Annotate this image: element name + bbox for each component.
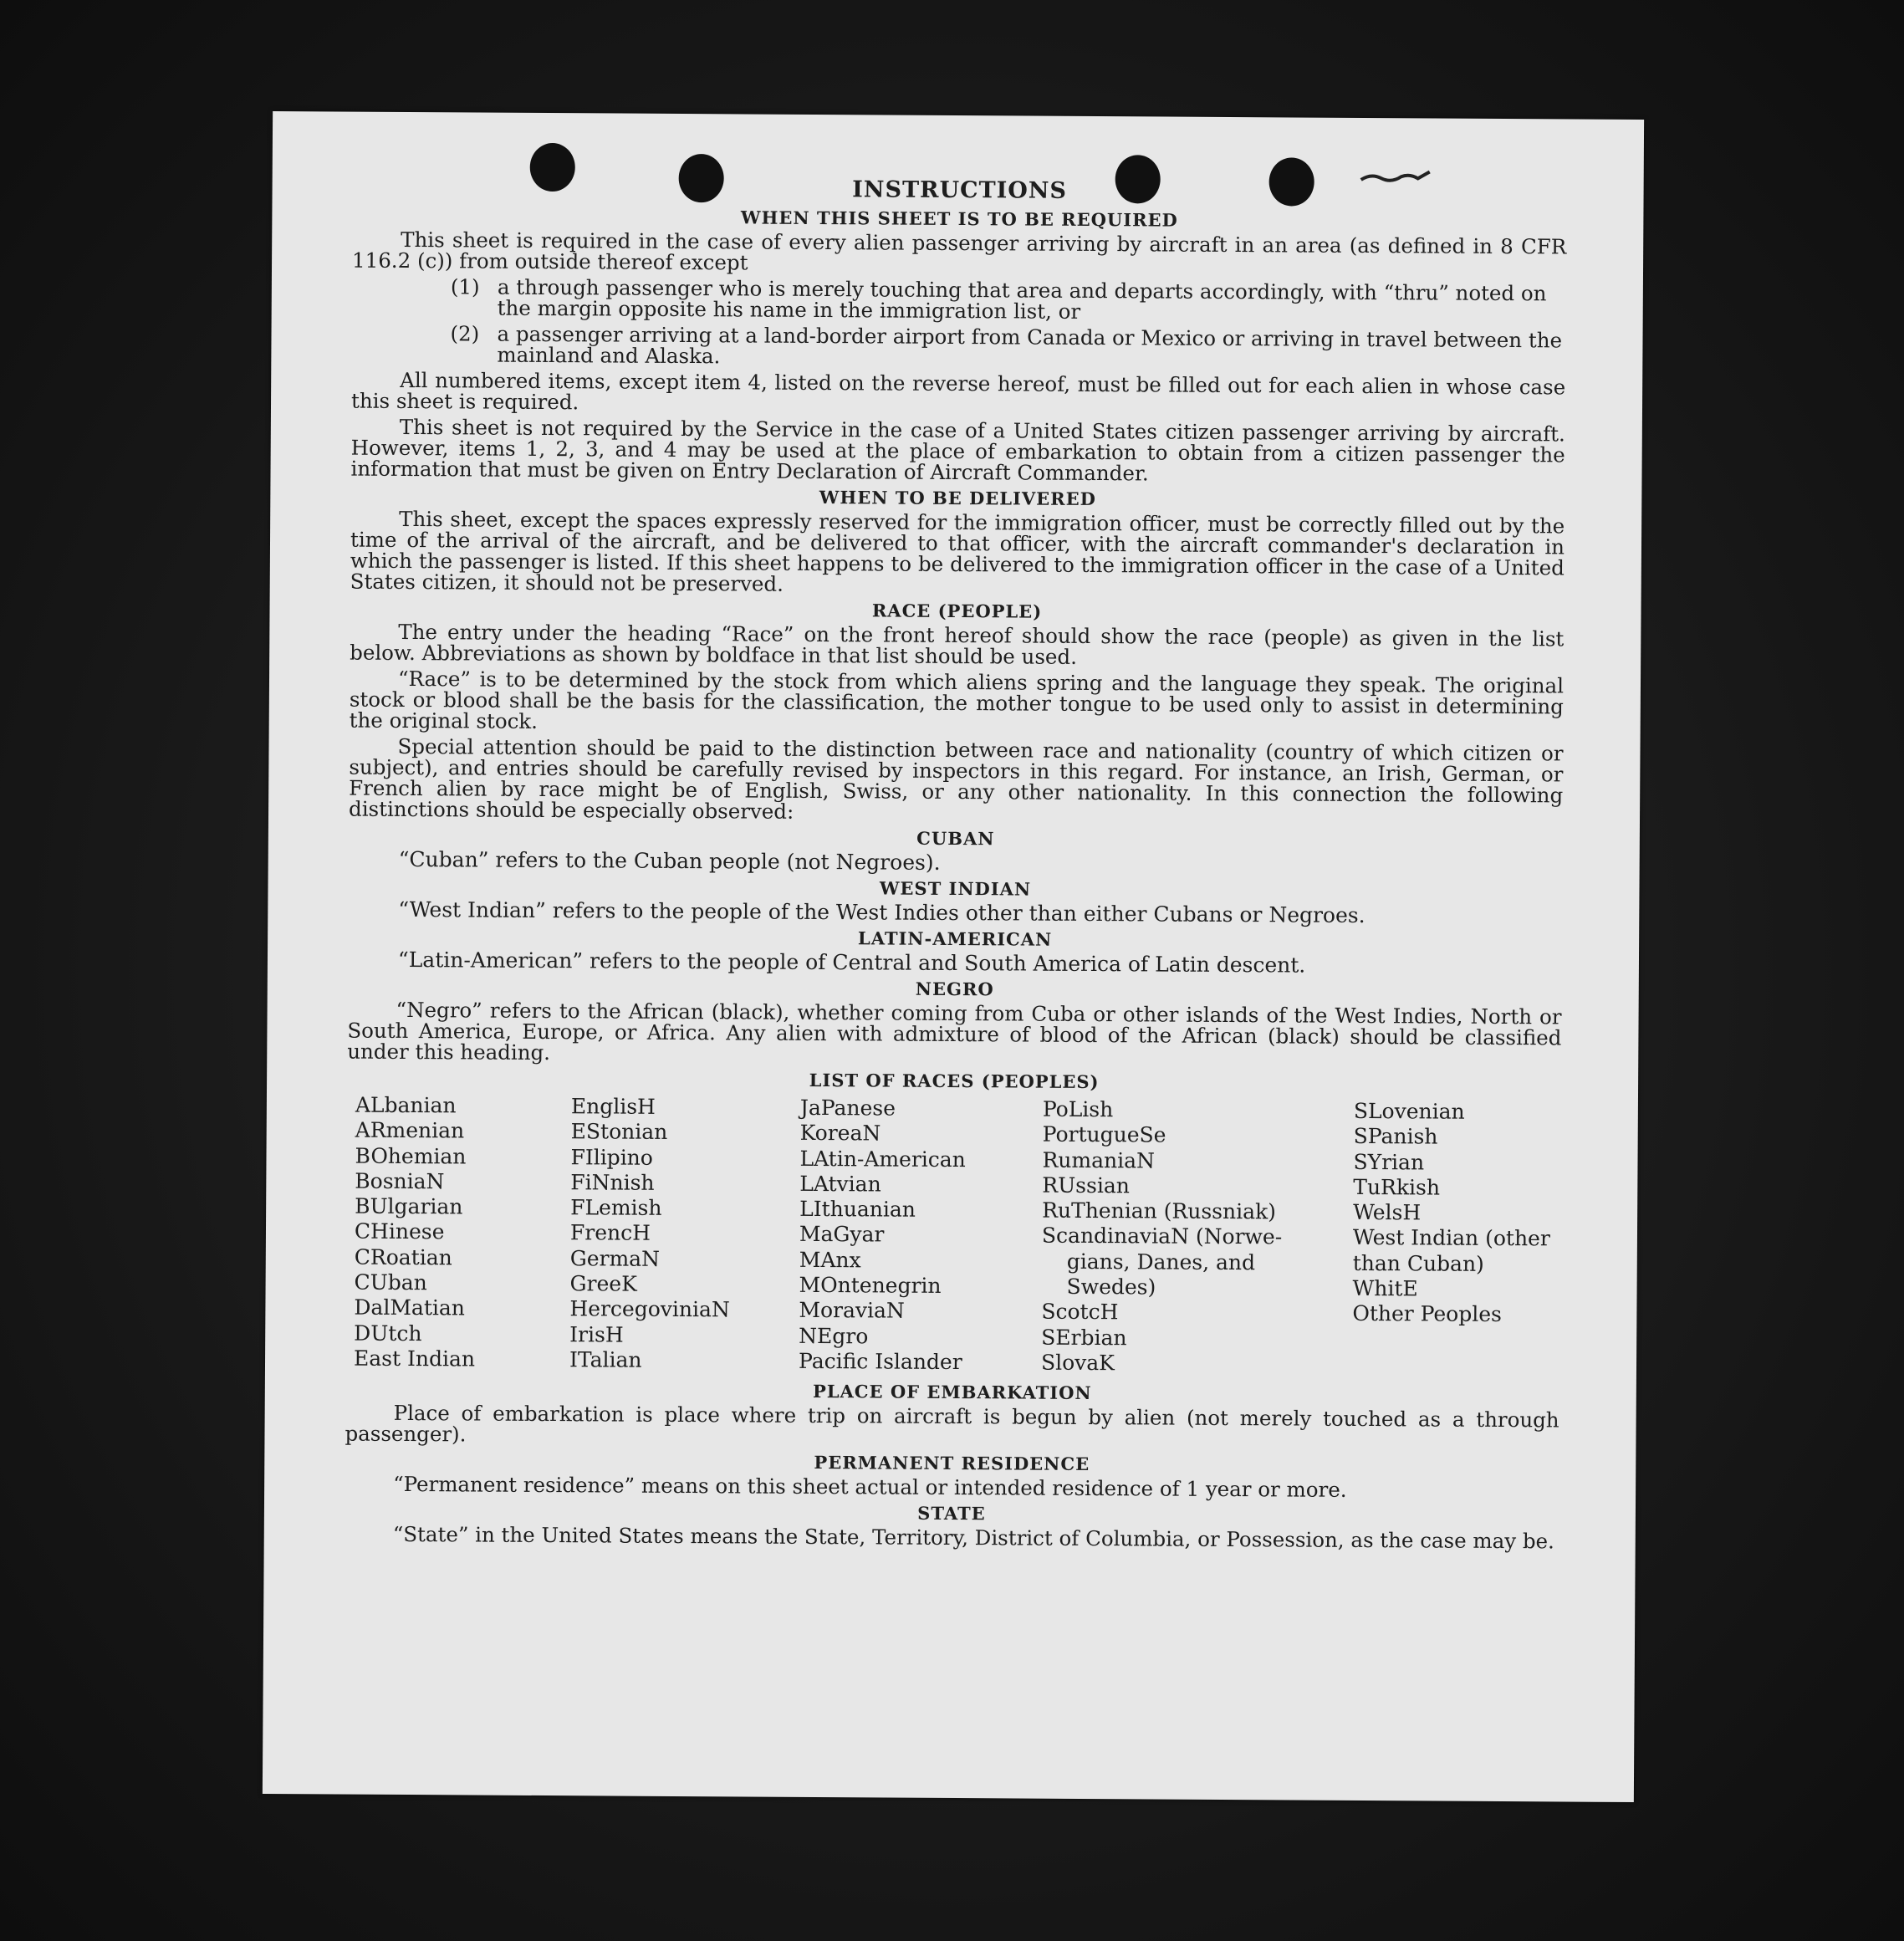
section-heading: CUBAN: [916, 827, 995, 850]
race-item: WhitE: [1352, 1276, 1418, 1301]
race-item: PoLish: [1042, 1096, 1114, 1122]
race-item: MOntenegrin: [799, 1272, 942, 1298]
race-item: East Indian: [353, 1346, 476, 1371]
race-item: LIthuanian: [799, 1197, 916, 1222]
race-column: [799, 1096, 1043, 1376]
race-item: CUban: [354, 1269, 427, 1295]
paragraph: This sheet is required in the case of every alien passenger arriving by aircraft in an area (as defined in 8 CFR 116.2 (c)) from outside thereof except: [351, 227, 1567, 275]
race-column: [569, 1094, 800, 1374]
race-item: MAnx: [799, 1247, 861, 1273]
race-column: [354, 1093, 571, 1373]
race-item: BOhemian: [355, 1143, 467, 1169]
section-heading: LATIN-AMERICAN: [857, 927, 1053, 950]
paragraph: The entry under the heading “Race” on the front hereof should show the race (people) as given in the list below. Abbreviations as shown by boldface in that list should be used.: [350, 619, 1565, 669]
race-item: FrencH: [569, 1220, 651, 1246]
race-item-continued: gians, Danes, and: [1066, 1249, 1256, 1274]
race-item: SlovaK: [1040, 1350, 1115, 1376]
race-item: LAtin-American: [799, 1146, 966, 1172]
race-item: JaPanese: [799, 1095, 896, 1121]
race-item: CHinese: [354, 1219, 445, 1244]
race-item: DalMatian: [354, 1295, 466, 1320]
race-item: LAtvian: [799, 1171, 881, 1197]
race-column: [1352, 1099, 1580, 1379]
race-item-continued: than Cuban): [1352, 1250, 1484, 1276]
section-heading: WHEN THIS SHEET IS TO BE REQUIRED: [740, 207, 1178, 231]
race-item: EnglisH: [570, 1094, 656, 1119]
paragraph: This sheet, except the spaces expressly reserved for the immigration officer, must be correctly filled out by the time of the arrival of the aircraft, and be delivered to that officer, with the aircraft commander's declaration in which the passenger is listed. If this sheet happens to be delivered to the immigration officer in the case of a United States citizen, it should not be preserved.: [350, 506, 1565, 596]
race-item: Other Peoples: [1352, 1301, 1503, 1327]
race-item: MoraviaN: [799, 1298, 905, 1324]
race-item: KoreaN: [799, 1121, 881, 1146]
race-item: RumaniaN: [1042, 1147, 1156, 1173]
race-item: ITalian: [569, 1347, 642, 1372]
section-heading: WEST INDIAN: [879, 877, 1032, 900]
paragraph: “Race” is to be determined by the stock from which aliens spring and the language they speak. The original stock or blood shall be the basis for the classification, the mother tongue to be used only to assist in determining the original stock.: [349, 666, 1565, 733]
definition: “West Indian” refers to the people of the West Indies other than either Cubans or Negroes.: [398, 896, 1365, 928]
instructions-content: [345, 174, 1567, 1557]
section-heading: WHEN TO BE DELIVERED: [819, 487, 1096, 510]
race-item: HercegoviniaN: [569, 1296, 730, 1322]
race-item: Pacific Islander: [798, 1348, 962, 1375]
race-item: IrisH: [569, 1321, 624, 1347]
race-item: West Indian (other: [1352, 1225, 1550, 1251]
race-item: SLovenian: [1353, 1098, 1465, 1124]
section-heading: NEGRO: [915, 978, 994, 1000]
race-item: SYrian: [1353, 1149, 1425, 1175]
race-item: NEgro: [799, 1323, 869, 1349]
race-item: ARmenian: [355, 1117, 465, 1143]
definition: “Latin-American” refers to the people of Central and South America of Latin descent.: [397, 947, 1306, 978]
item-text: a through passenger who is merely touching that area and departs accordingly, with “thru” noted on the margin opposite his name in the immigration list, or: [497, 274, 1547, 324]
paragraph: “Negro” refers to the African (black), whether coming from Cuba or other islands of the West Indies, North or South America, Europe, or Africa. Any alien with admixture of blood of the African (black) should be classified under this heading.: [347, 997, 1562, 1065]
race-item: ScotcH: [1041, 1300, 1119, 1325]
paragraph: Place of embarkation is place where trip on aircraft is begun by alien (not merely touched as a through passenger).: [345, 1401, 1559, 1447]
race-item: GreeK: [569, 1271, 637, 1296]
page-title: INSTRUCTIONS: [852, 176, 1068, 204]
race-item: EStonian: [570, 1119, 668, 1145]
race-item: FiNnish: [570, 1170, 655, 1195]
section-heading: PERMANENT RESIDENCE: [814, 1452, 1090, 1475]
race-item: ALbanian: [355, 1092, 457, 1118]
list-item: [451, 276, 1566, 324]
list-item: [450, 323, 1565, 371]
document-sheet: [263, 111, 1644, 1802]
race-item-continued: Swedes): [1066, 1274, 1156, 1300]
item-text: a passenger arriving at a land-border airport from Canada or Mexico or arriving in travel between the mainland and Alaska.: [497, 321, 1563, 369]
race-item: GermaN: [569, 1245, 661, 1271]
paragraph: All numbered items, except item 4, listed on the reverse hereof, must be filled out for each alien in whose case this sheet is required.: [350, 367, 1566, 415]
race-item: RuThenian (Russniak): [1042, 1198, 1277, 1224]
race-item: WelsH: [1353, 1200, 1422, 1225]
race-item: PortugueSe: [1042, 1121, 1166, 1147]
race-item: SErbian: [1041, 1325, 1127, 1350]
race-item: RUssian: [1042, 1172, 1130, 1198]
race-item: MaGyar: [799, 1222, 885, 1247]
definition: “Cuban” refers to the Cuban people (not Negroes).: [398, 846, 941, 875]
section-heading: LIST OF RACES (PEOPLES): [809, 1069, 1100, 1093]
section-heading: RACE (PEOPLE): [871, 600, 1043, 622]
race-item: BUlgarian: [355, 1193, 463, 1219]
race-item: BosniaN: [355, 1168, 445, 1194]
race-item: ScandinaviaN (Norwe-: [1041, 1223, 1283, 1249]
race-item: SPanish: [1353, 1124, 1438, 1149]
paragraph: “Permanent residence” means on this sheet actual or intended residence of 1 year or more.: [393, 1472, 1347, 1503]
paragraph: “State” in the United States means the State, Territory, District of Columbia, or Possession, as the case may be.: [392, 1522, 1554, 1554]
race-column: [1041, 1097, 1354, 1378]
race-item: DUtch: [354, 1320, 422, 1346]
race-item: TuRkish: [1353, 1174, 1441, 1200]
race-list: [354, 1093, 1561, 1379]
race-item: CRoatian: [354, 1244, 452, 1270]
item-number: (2): [450, 321, 480, 346]
paragraph: Special attention should be paid to the distinction between race and nationality (country of which citizen or subject), and entries should be carefully revised by inspectors in this regard. For instance, an Irish, German, or French alien by race might be of English, Swiss, or any other nationality. In this connection the following distinctions should be especially observed:: [348, 733, 1564, 824]
item-number: (1): [450, 274, 480, 299]
section-heading: STATE: [917, 1503, 986, 1525]
race-item: FIlipino: [570, 1144, 653, 1170]
paragraph: This sheet is not required by the Service in the case of a United States citizen passenger arriving by aircraft. However, items 1, 2, 3, and 4 may be used at the place of embarkation to obtain from a citizen passenger the information that must be given on Entry Declaration of Aircraft Commander.: [350, 414, 1565, 486]
race-item: FLemish: [570, 1195, 662, 1221]
section-heading: PLACE OF EMBARKATION: [812, 1381, 1092, 1404]
